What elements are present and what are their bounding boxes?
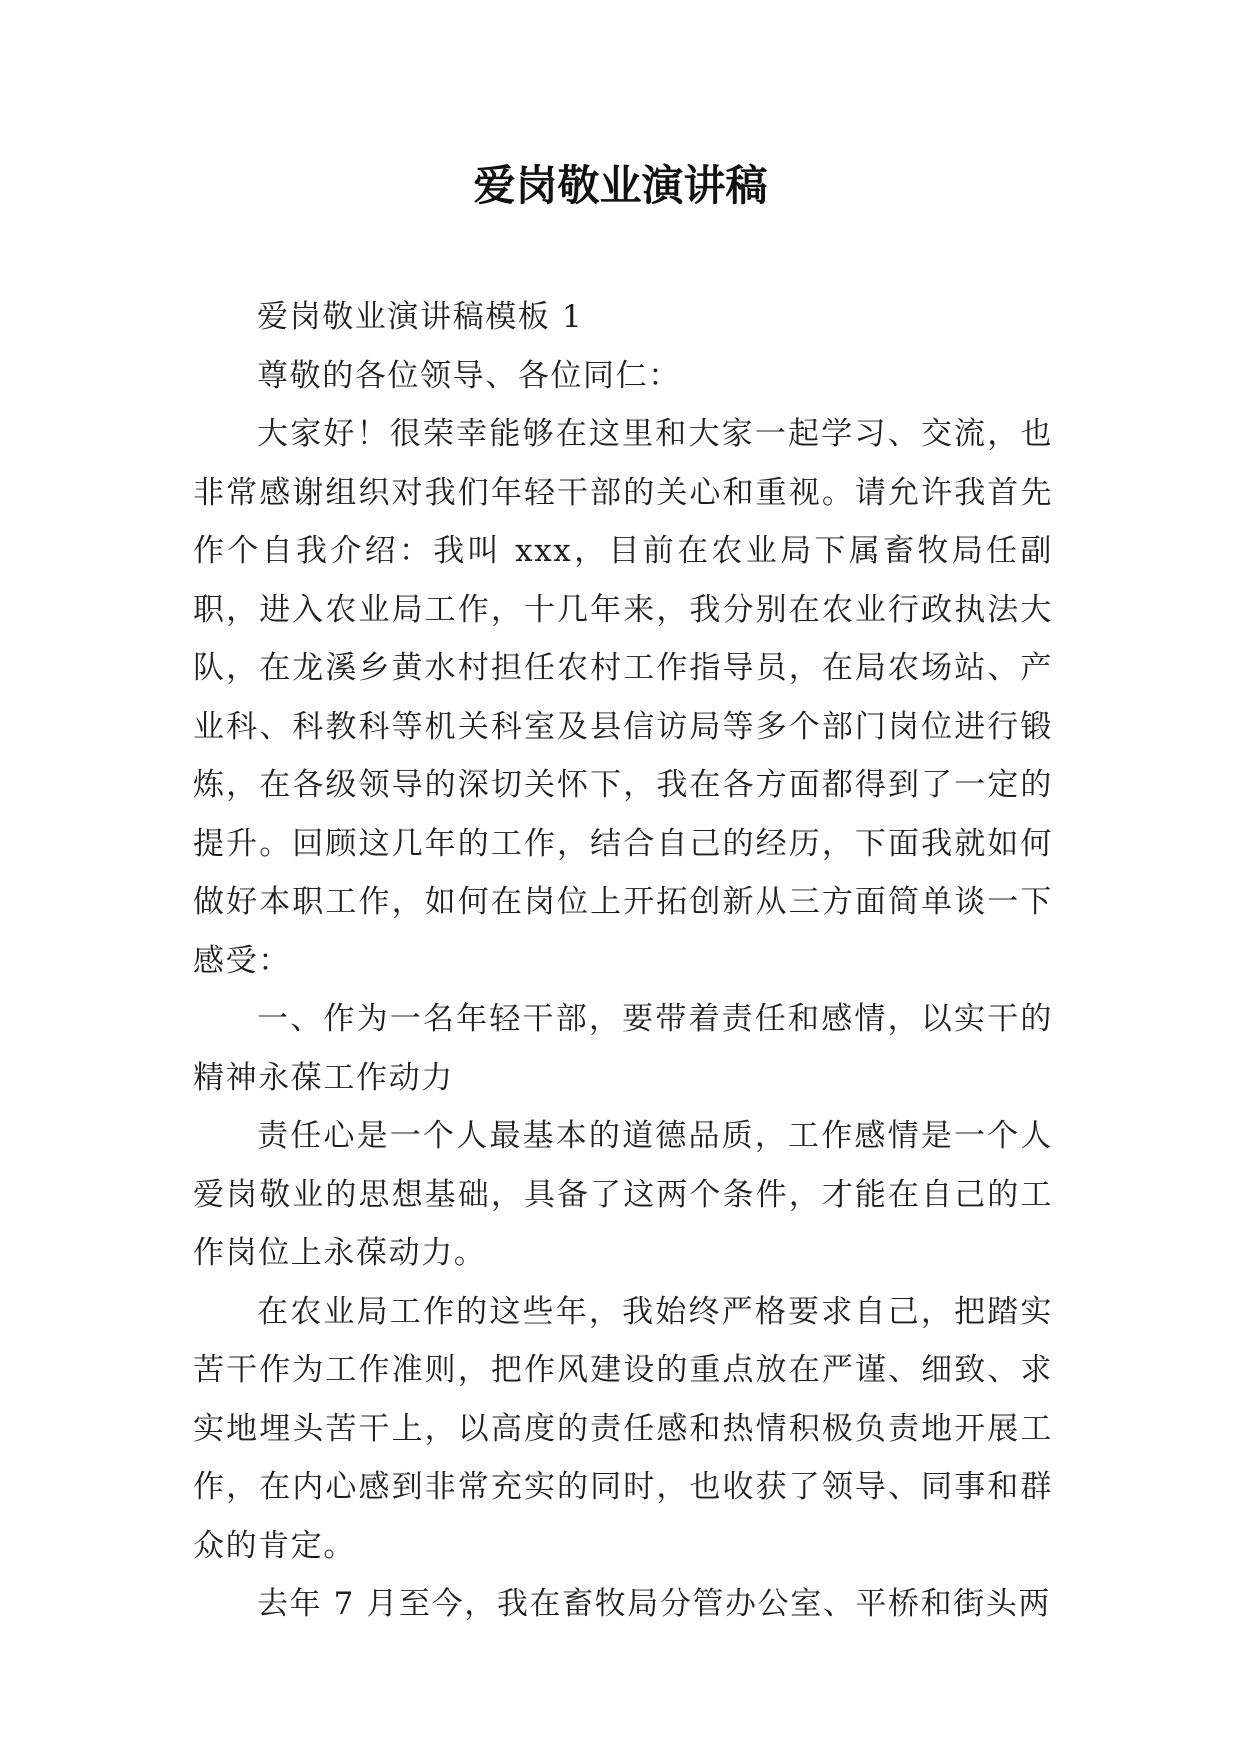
paragraph-section-heading-1: 一、作为一名年轻干部，要带着责任和感情，以实干的精神永葆工作动力 — [193, 1001, 1053, 1096]
paragraph-responsibility: 责任心是一个人最基本的道德品质，工作感情是一个人爱岗敬业的思想基础，具备了这两个条件，才能在自己的工作岗位上永葆动力。 — [193, 1118, 1053, 1271]
document-title: 爱岗敬业演讲稿 — [473, 161, 768, 210]
paragraph-introduction: 大家好！很荣幸能够在这里和大家一起学习、交流，也非常感谢组织对我们年轻干部的关心和重视。请允许我首先作个自我介绍：我叫 xxx，目前在农业局下属畜牧局任副职，进入农业局工作，十几年来，我分别在农业行政执法大队，在龙溪乡黄水村担任农村工作指导员，在局农场站、产业科、科教科等机关科室及县信访局等多个部门岗位进行锻炼，在各级领导的深切关怀下，我在各方面都得到了一定的提升。回顾这几年的工作，结合自己的经历，下面我就如何做好本职工作，如何在岗位上开拓创新从三方面简单谈一下感受： — [193, 416, 1053, 979]
paragraph-work-attitude: 在农业局工作的这些年，我始终严格要求自己，把踏实苦干作为工作准则，把作风建设的重点放在严谨、细致、求实地埋头苦干上，以高度的责任感和热情积极负责地开展工作，在内心感到非常充实的同时，也收获了领导、同事和群众的肯定。 — [193, 1293, 1053, 1564]
document-body — [193, 288, 1053, 1634]
paragraph-last-year: 去年 7 月至今，我在畜牧局分管办公室、平桥和街头两 — [257, 1586, 1052, 1622]
paragraph-template-heading: 爱岗敬业演讲稿模板 1 — [257, 299, 584, 335]
paragraph-salutation: 尊敬的各位领导、各位同仁： — [257, 357, 681, 394]
